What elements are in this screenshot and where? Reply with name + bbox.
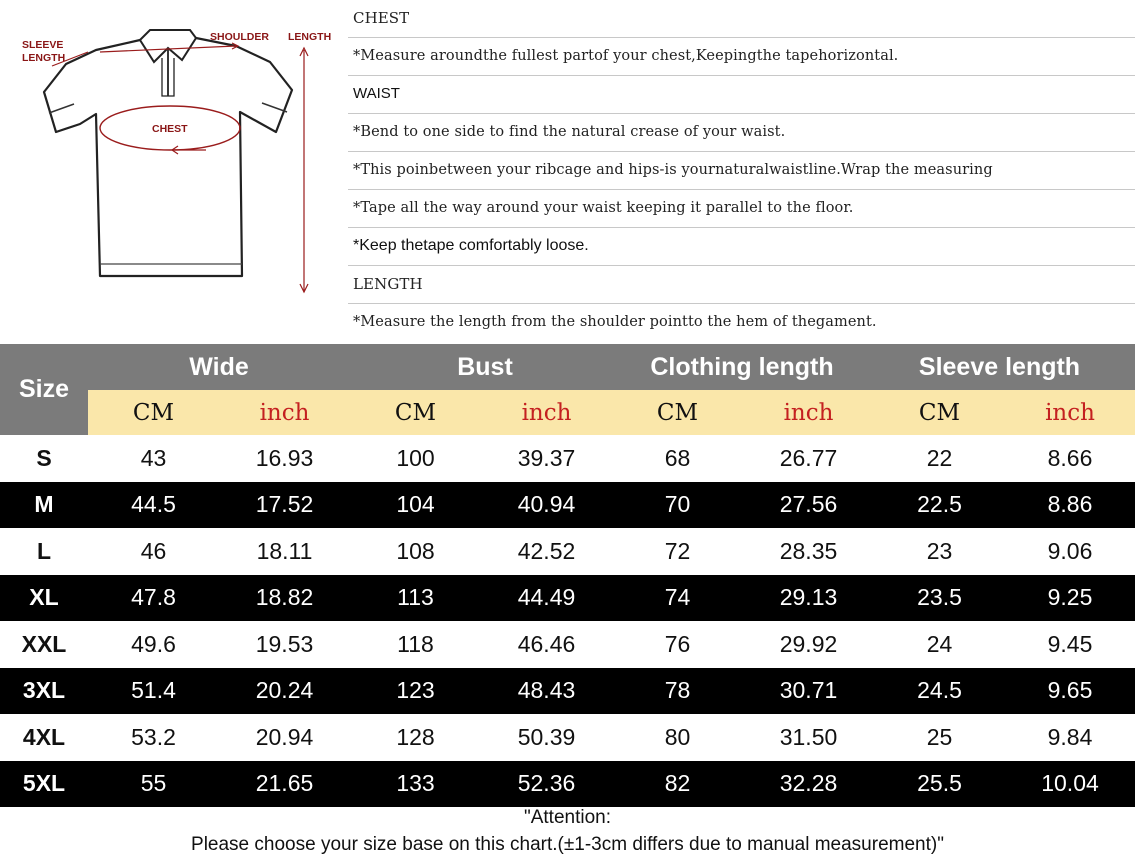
table-row xyxy=(0,575,1135,622)
value-cell: 78 xyxy=(664,677,691,704)
attention-note xyxy=(0,804,1135,858)
value-cell: 29.92 xyxy=(779,630,838,657)
unit-header: CM xyxy=(918,399,961,426)
value-cell: 9.45 xyxy=(1047,630,1093,657)
value-cell: 118 xyxy=(397,630,434,657)
value-cell: 52.36 xyxy=(517,770,576,797)
value-cell: 123 xyxy=(396,677,435,704)
value-cell: 43 xyxy=(140,444,167,471)
table-row xyxy=(0,714,1135,761)
unit-header: CM xyxy=(394,399,437,426)
value-cell: 49.6 xyxy=(131,630,176,657)
value-cell: 8.86 xyxy=(1047,491,1093,518)
chest-label: CHEST xyxy=(152,123,188,135)
group-header-clothing-length: Clothing length xyxy=(650,352,834,381)
size-cell: L xyxy=(36,537,52,564)
unit-header: inch xyxy=(783,399,834,426)
value-cell: 30.71 xyxy=(779,677,838,704)
guide-line-waist-1: *Bend to one side to find the natural crease of your waist. xyxy=(348,114,1135,152)
unit-header: inch xyxy=(259,399,310,426)
polo-measurement-diagram xyxy=(0,0,348,344)
value-cell: 9.65 xyxy=(1047,677,1093,704)
value-cell: 24 xyxy=(926,630,953,657)
group-header-row xyxy=(0,344,1135,390)
value-cell: 18.11 xyxy=(256,537,313,564)
size-cell: 4XL xyxy=(22,723,66,750)
value-cell: 31.50 xyxy=(779,723,838,750)
measurement-guide xyxy=(348,0,1135,344)
table-row xyxy=(0,668,1135,715)
value-cell: 108 xyxy=(396,537,435,564)
value-cell: 113 xyxy=(397,584,434,611)
value-cell: 10.04 xyxy=(1041,770,1099,797)
guide-line-length: *Measure the length from the shoulder pointto the hem of thegament. xyxy=(353,314,877,330)
value-cell: 74 xyxy=(664,584,691,611)
sleeve-length-label-2: LENGTH xyxy=(22,52,66,64)
group-header-sleeve-length: Sleeve length xyxy=(918,352,1081,381)
guide-heading-waist: WAIST xyxy=(348,76,1135,114)
value-cell: 19.53 xyxy=(255,630,314,657)
value-cell: 53.2 xyxy=(131,723,176,750)
value-cell: 16.93 xyxy=(255,444,314,471)
guide-heading-length: LENGTH xyxy=(348,266,1135,304)
guide-line-chest: *Measure aroundthe fullest partof your chest,Keepingthe tapehorizontal. xyxy=(348,38,1135,76)
unit-header: inch xyxy=(1045,399,1095,426)
unit-header-row xyxy=(0,390,1135,435)
value-cell: 27.56 xyxy=(779,491,838,518)
value-cell: 18.82 xyxy=(255,584,314,611)
unit-header: inch xyxy=(521,399,572,426)
value-cell: 51.4 xyxy=(131,677,176,704)
value-cell: 25 xyxy=(926,723,953,750)
value-cell: 23 xyxy=(926,537,953,564)
value-cell: 46.46 xyxy=(517,630,576,657)
size-cell: XL xyxy=(29,584,59,611)
value-cell: 9.25 xyxy=(1047,584,1093,611)
value-cell: 20.24 xyxy=(255,677,314,704)
value-cell: 39.37 xyxy=(517,444,576,471)
size-cell: S xyxy=(36,444,52,471)
table-row xyxy=(0,761,1135,808)
value-cell: 72 xyxy=(664,537,691,564)
guide-heading-chest: CHEST xyxy=(348,0,1135,38)
size-cell: 5XL xyxy=(22,770,66,797)
value-cell: 82 xyxy=(664,770,691,797)
attention-title: "Attention: xyxy=(523,807,612,828)
value-cell: 9.06 xyxy=(1047,537,1093,564)
value-cell: 22 xyxy=(926,444,953,471)
unit-header: CM xyxy=(656,399,699,426)
table-row xyxy=(0,482,1135,529)
length-label: LENGTH xyxy=(288,31,332,43)
unit-header: CM xyxy=(132,399,175,426)
guide-line-waist-4: *Keep thetape comfortably loose. xyxy=(348,228,1135,266)
value-cell: 50.39 xyxy=(517,723,576,750)
value-cell: 21.65 xyxy=(255,770,314,797)
table-row xyxy=(0,435,1135,482)
value-cell: 32.28 xyxy=(779,770,838,797)
sleeve-length-label-1: SLEEVE xyxy=(22,39,64,51)
group-header-wide: Wide xyxy=(189,352,249,381)
value-cell: 80 xyxy=(664,723,691,750)
size-cell: XXL xyxy=(21,630,67,657)
size-column-header: Size xyxy=(0,344,88,435)
value-cell: 28.35 xyxy=(779,537,838,564)
value-cell: 42.52 xyxy=(517,537,576,564)
value-cell: 40.94 xyxy=(517,491,576,518)
value-cell: 44.49 xyxy=(517,584,576,611)
value-cell: 44.5 xyxy=(131,491,176,518)
size-cell: M xyxy=(34,491,54,518)
polo-shirt-illustration xyxy=(0,0,348,344)
value-cell: 100 xyxy=(396,444,435,471)
guide-line-waist-2: *This poinbetween your ribcage and hips-is yournaturalwaistline.Wrap the measuring xyxy=(348,152,1135,190)
value-cell: 70 xyxy=(664,491,691,518)
attention-text: Please choose your size base on this chart.(±1-3cm differs due to manual measurement)" xyxy=(191,834,944,855)
value-cell: 26.77 xyxy=(779,444,838,471)
value-cell: 133 xyxy=(396,770,435,797)
value-cell: 68 xyxy=(664,444,691,471)
value-cell: 23.5 xyxy=(917,584,962,611)
value-cell: 128 xyxy=(396,723,435,750)
value-cell: 76 xyxy=(664,630,691,657)
value-cell: 29.13 xyxy=(779,584,838,611)
value-cell: 20.94 xyxy=(255,723,314,750)
value-cell: 8.66 xyxy=(1047,444,1093,471)
value-cell: 104 xyxy=(396,491,435,518)
table-row xyxy=(0,528,1135,575)
value-cell: 9.84 xyxy=(1047,723,1093,750)
value-cell: 46 xyxy=(140,537,167,564)
value-cell: 25.5 xyxy=(917,770,962,797)
value-cell: 24.5 xyxy=(917,677,962,704)
shoulder-label: SHOULDER xyxy=(210,31,269,43)
value-cell: 22.5 xyxy=(917,491,962,518)
size-cell: 3XL xyxy=(22,677,66,704)
value-cell: 47.8 xyxy=(131,584,176,611)
group-header-bust: Bust xyxy=(457,352,513,381)
value-cell: 55 xyxy=(140,770,167,797)
guide-line-waist-3: *Tape all the way around your waist keeping it parallel to the floor. xyxy=(348,190,1135,228)
value-cell: 48.43 xyxy=(517,677,576,704)
value-cell: 17.52 xyxy=(255,491,314,518)
table-row xyxy=(0,621,1135,668)
